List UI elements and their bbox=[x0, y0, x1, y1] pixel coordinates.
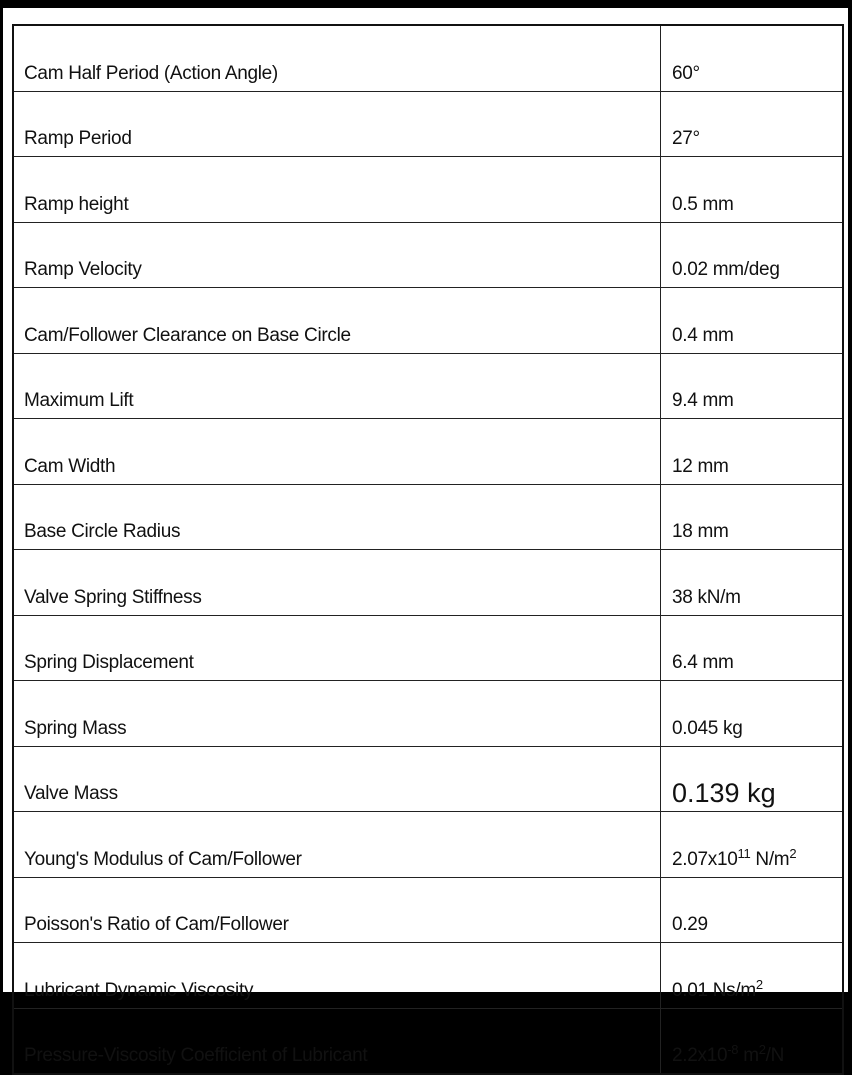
parameter-value bbox=[661, 746, 844, 812]
parameter-name: Cam/Follower Clearance on Base Circle bbox=[13, 288, 661, 354]
value-value: 0.02 mm/deg bbox=[672, 259, 780, 280]
parameter-name: Valve Spring Stiffness bbox=[13, 550, 661, 616]
parameter-value bbox=[661, 1008, 844, 1074]
document-page bbox=[3, 8, 848, 1066]
parameter-name: Young's Modulus of Cam/Follower bbox=[13, 812, 661, 878]
parameter-value bbox=[661, 484, 844, 550]
parameter-value bbox=[661, 681, 844, 747]
table-row bbox=[13, 746, 843, 812]
parameter-name: Maximum Lift bbox=[13, 353, 661, 419]
table-row bbox=[13, 419, 843, 485]
table-row bbox=[13, 812, 843, 878]
value-value: 12 mm bbox=[672, 455, 729, 477]
parameter-value bbox=[661, 288, 844, 354]
parameter-value bbox=[661, 812, 844, 878]
value-value: 0.139 kg bbox=[672, 778, 776, 808]
parameter-value bbox=[661, 419, 844, 485]
parameter-name: Valve Mass bbox=[13, 746, 661, 812]
parameter-name: Poisson's Ratio of Cam/Follower bbox=[13, 877, 661, 943]
value-value: 18 mm bbox=[672, 521, 729, 542]
value-value: 0.29 bbox=[672, 914, 708, 935]
parameter-value bbox=[661, 222, 844, 288]
parameter-name: Ramp height bbox=[13, 157, 661, 223]
parameter-name: Base Circle Radius bbox=[13, 484, 661, 550]
parameter-value bbox=[661, 877, 844, 943]
value-value: 38 kN/m bbox=[672, 586, 741, 608]
table-row bbox=[13, 91, 843, 157]
value-value: 9.4 mm bbox=[672, 390, 734, 411]
parameter-name: Cam Half Period (Action Angle) bbox=[13, 25, 661, 91]
table-row bbox=[13, 484, 843, 550]
parameter-name: Spring Mass bbox=[13, 681, 661, 747]
parameter-name: Pressure-Viscosity Coefficient of Lubricant bbox=[13, 1008, 661, 1074]
value-value: 2.2x10 bbox=[672, 1045, 728, 1066]
table-row bbox=[13, 943, 843, 1009]
value-unit: N/m bbox=[750, 848, 790, 870]
value-value: 0.4 mm bbox=[672, 324, 734, 346]
parameter-name: Ramp Period bbox=[13, 91, 661, 157]
value-value: 27° bbox=[672, 128, 700, 149]
value-unit-exp: 2 bbox=[789, 845, 797, 861]
parameter-value bbox=[661, 943, 844, 1009]
parameter-value bbox=[661, 157, 844, 223]
value-unit: m bbox=[738, 1045, 759, 1066]
value-exp: 11 bbox=[737, 845, 751, 861]
table-row bbox=[13, 615, 843, 681]
parameter-name: Cam Width bbox=[13, 419, 661, 485]
value-value: 6.4 mm bbox=[672, 652, 734, 673]
parameters-table bbox=[12, 24, 844, 1075]
table-row bbox=[13, 157, 843, 223]
table-row bbox=[13, 288, 843, 354]
parameter-value bbox=[661, 353, 844, 419]
table-row bbox=[13, 877, 843, 943]
parameter-name: Spring Displacement bbox=[13, 615, 661, 681]
parameter-name: Lubricant Dynamic Viscosity bbox=[13, 943, 661, 1009]
table-row bbox=[13, 222, 843, 288]
value-value: 0.045 kg bbox=[672, 717, 743, 739]
value-value: 2.07x10 bbox=[672, 848, 738, 870]
table-row bbox=[13, 353, 843, 419]
value-unit-exp: 2 bbox=[755, 976, 763, 992]
parameter-value bbox=[661, 91, 844, 157]
value-value: 60° bbox=[672, 62, 700, 84]
table-row bbox=[13, 550, 843, 616]
value-unit-exp: 2 bbox=[758, 1042, 766, 1057]
table-row bbox=[13, 681, 843, 747]
parameter-value bbox=[661, 615, 844, 681]
value-unit-tail: /N bbox=[765, 1045, 785, 1066]
table-row bbox=[13, 25, 843, 91]
parameter-name: Ramp Velocity bbox=[13, 222, 661, 288]
value-exp: -8 bbox=[727, 1042, 739, 1057]
parameter-value bbox=[661, 25, 844, 91]
value-value: 0.01 Ns/m bbox=[672, 979, 756, 1001]
value-value: 0.5 mm bbox=[672, 193, 734, 215]
table-row bbox=[13, 1008, 843, 1074]
parameter-value bbox=[661, 550, 844, 616]
